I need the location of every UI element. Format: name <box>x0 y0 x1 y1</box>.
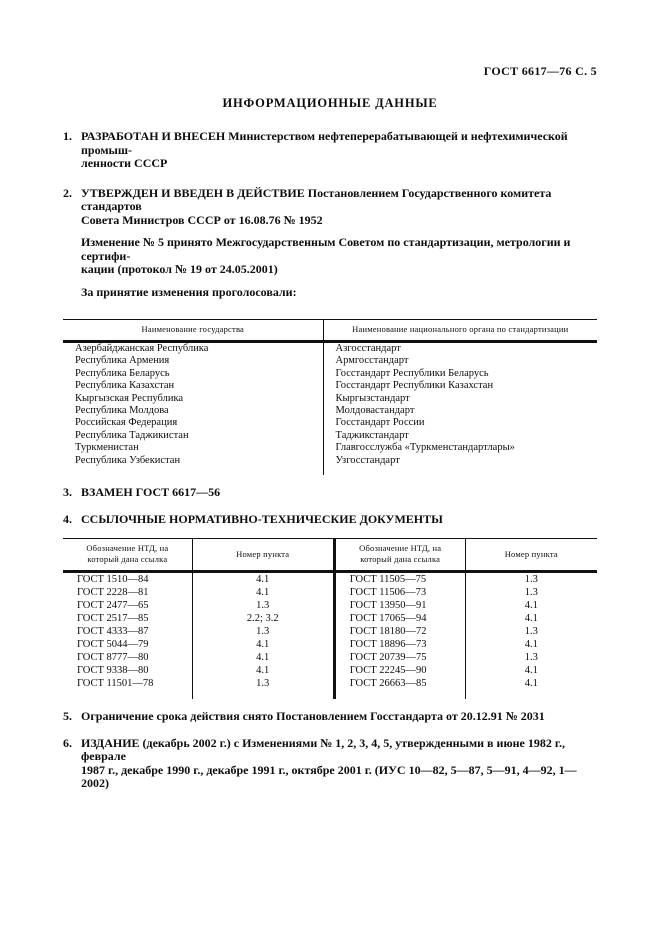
voting-states-table <box>63 319 597 475</box>
gost-designation-cell: ГОСТ 2477—65 <box>63 599 192 612</box>
table-row <box>63 455 597 467</box>
table-row <box>63 405 597 417</box>
table-row <box>63 430 597 442</box>
national-body-cell: Госстандарт Республики Казахстан <box>335 380 494 392</box>
state-cell: Республика Таджикистан <box>63 430 323 442</box>
table-row <box>63 638 597 651</box>
national-body-cell: Кыргызстандарт <box>335 392 410 404</box>
column-header-clause-number: Номер пункта <box>465 539 597 572</box>
item-lines <box>81 187 597 228</box>
table-spacer-row <box>63 690 597 699</box>
table-row <box>63 380 597 392</box>
gost-designation-cell: ГОСТ 9338—80 <box>63 664 192 677</box>
table-row <box>63 442 597 454</box>
item-line: РАЗРАБОТАН И ВНЕСЕН Министерством нефтеперерабатывающей и нефтехимической промыш- <box>81 129 568 157</box>
item-line: ленности СССР <box>81 156 168 170</box>
table-row <box>63 651 597 664</box>
page-header-standard-number: ГОСТ 6617—76 С. 5 <box>483 64 597 78</box>
state-cell: Республика Беларусь <box>63 368 323 380</box>
clause-number-cell: 2.2; 3.2 <box>192 612 334 625</box>
table-row <box>63 625 597 638</box>
clause-number-cell: 1.3 <box>524 652 538 664</box>
table-row <box>63 417 597 429</box>
item-number: 5. <box>63 709 72 724</box>
voting-table-header <box>63 320 597 342</box>
clause-number-cell: 4.1 <box>524 665 538 677</box>
amendment-paragraph <box>81 236 597 277</box>
list-item-6 <box>63 737 597 791</box>
list-item-1 <box>63 130 597 171</box>
ref-table-body <box>63 572 597 691</box>
item-number: 1. <box>63 129 72 143</box>
national-body-cell: Азгосстандарт <box>335 343 401 354</box>
item-text <box>81 130 597 171</box>
clause-number-cell: 4.1 <box>524 600 538 612</box>
gost-designation-cell: ГОСТ 20739—75 <box>334 651 465 664</box>
item-text: ВЗАМЕН ГОСТ 6617—56 <box>81 485 221 500</box>
item-number: 2. <box>63 185 72 200</box>
clause-number-cell: 1.3 <box>192 677 334 690</box>
page-title: ИНФОРМАЦИОННЫЕ ДАННЫЕ <box>222 96 438 110</box>
list-item-5 <box>63 710 597 724</box>
item-number: 3. <box>63 485 72 500</box>
table-row <box>63 368 597 380</box>
item-line: ИЗДАНИЕ (декабрь 2002 г.) с Изменениями № 1, 2, 3, 4, 5, утвержденными в июне 1982 г., феврале <box>81 735 565 764</box>
column-header-ntd-designation: Обозначение НТД, на который дана ссылка <box>63 539 192 572</box>
clause-number-cell: 4.1 <box>192 638 334 651</box>
item-text: ССЫЛОЧНЫЕ НОРМАТИВНО-ТЕХНИЧЕСКИЕ ДОКУМЕНТЫ <box>81 511 443 526</box>
vote-intro-line: За принятие изменения проголосовали: <box>81 284 297 299</box>
table-row <box>63 393 597 405</box>
item-text: Ограничение срока действия снято Постановлением Госстандарта от 20.12.91 № 2031 <box>81 709 545 724</box>
national-body-cell: Узгосстандарт <box>335 454 400 466</box>
clause-number-cell: 1.3 <box>524 626 538 638</box>
gost-designation-cell: ГОСТ 11506—73 <box>334 586 465 599</box>
clause-number-cell: 1.3 <box>524 574 538 586</box>
gost-designation-cell: ГОСТ 18896—73 <box>334 638 465 651</box>
ref-table-header <box>63 539 597 572</box>
clause-number-cell: 4.1 <box>192 664 334 677</box>
gost-designation-cell: ГОСТ 18180—72 <box>334 625 465 638</box>
clause-number-cell: 4.1 <box>524 639 538 651</box>
state-cell: Республика Казахстан <box>63 380 323 392</box>
table-row <box>63 599 597 612</box>
clause-number-cell: 1.3 <box>192 599 334 612</box>
column-header-state: Наименование государства <box>63 320 323 342</box>
national-body-cell: Таджикстандарт <box>335 429 409 441</box>
gost-designation-cell: ГОСТ 8777—80 <box>63 651 192 664</box>
voting-table-body <box>63 342 597 468</box>
gost-designation-cell: ГОСТ 1510—84 <box>63 572 192 587</box>
table-row <box>63 342 597 356</box>
column-header-clause-number: Номер пункта <box>192 539 334 572</box>
state-cell: Республика Армения <box>63 355 323 367</box>
national-body-cell: Госстандарт России <box>335 417 425 429</box>
gost-designation-cell: ГОСТ 2228—81 <box>63 586 192 599</box>
referenced-documents-table <box>63 538 597 699</box>
state-cell: Туркменистан <box>63 442 323 454</box>
clause-number-cell: 4.1 <box>524 613 538 625</box>
national-body-cell: Главгосслужба «Туркменстандартлары» <box>335 442 515 454</box>
clause-number-cell: 1.3 <box>524 587 538 599</box>
state-cell: Республика Молдова <box>63 405 323 417</box>
table-row <box>63 677 597 690</box>
state-cell: Азербайджанская Республика <box>63 342 323 356</box>
item-lines <box>81 737 597 791</box>
column-header-ntd-designation: Обозначение НТД, на который дана ссылка <box>334 539 465 572</box>
item-text <box>81 187 597 300</box>
clause-number-cell: 4.1 <box>192 572 334 587</box>
item-line: Изменение № 5 принято Межгосударственным Советом по стандартизации, метрологии и сертифи- <box>81 235 571 263</box>
clause-number-cell: 4.1 <box>524 678 538 690</box>
table-spacer-row <box>63 467 597 475</box>
gost-designation-cell: ГОСТ 5044—79 <box>63 638 192 651</box>
gost-designation-cell: ГОСТ 11505—75 <box>334 572 465 587</box>
national-body-cell: Армгосстандарт <box>335 355 409 367</box>
state-cell: Российская Федерация <box>63 417 323 429</box>
item-line: кации (протокол № 19 от 24.05.2001) <box>81 262 278 276</box>
national-body-cell: Госстандарт Республики Беларусь <box>335 367 489 379</box>
table-row <box>63 612 597 625</box>
item-lines <box>81 130 597 171</box>
clause-number-cell: 1.3 <box>192 625 334 638</box>
national-body-cell: Молдовастандарт <box>335 405 415 417</box>
table-row <box>63 664 597 677</box>
item-number: 6. <box>63 735 72 750</box>
item-line: Совета Министров СССР от 16.08.76 № 1952 <box>81 212 323 227</box>
state-cell: Кыргызская Республика <box>63 393 323 405</box>
state-cell: Республика Узбекистан <box>63 455 323 467</box>
gost-designation-cell: ГОСТ 11501—78 <box>63 677 192 690</box>
item-line: 1987 г., декабре 1990 г., декабре 1991 г., октябре 2001 г. (ИУС 10—82, 5—87, 5—91, 4—92, 1—2002) <box>81 762 577 791</box>
item-line: УТВЕРЖДЕН И ВВЕДЕН В ДЕЙСТВИЕ Постановлением Государственного комитета стандартов <box>81 185 552 213</box>
gost-designation-cell: ГОСТ 2517—85 <box>63 612 192 625</box>
list-item-2 <box>63 187 597 300</box>
table-row <box>63 572 597 587</box>
clause-number-cell: 4.1 <box>192 586 334 599</box>
column-header-national-body: Наименование национального органа по стандартизации <box>323 320 597 342</box>
item-number: 4. <box>63 511 72 526</box>
gost-designation-cell: ГОСТ 4333—87 <box>63 625 192 638</box>
list-item-3 <box>63 486 597 500</box>
table-row <box>63 586 597 599</box>
clause-number-cell: 4.1 <box>192 651 334 664</box>
list-item-4 <box>63 513 597 527</box>
gost-designation-cell: ГОСТ 13950—91 <box>334 599 465 612</box>
gost-designation-cell: ГОСТ 26663—85 <box>334 677 465 690</box>
gost-designation-cell: ГОСТ 22245—90 <box>334 664 465 677</box>
item-text <box>81 737 597 791</box>
table-row <box>63 355 597 367</box>
gost-designation-cell: ГОСТ 17065—94 <box>334 612 465 625</box>
